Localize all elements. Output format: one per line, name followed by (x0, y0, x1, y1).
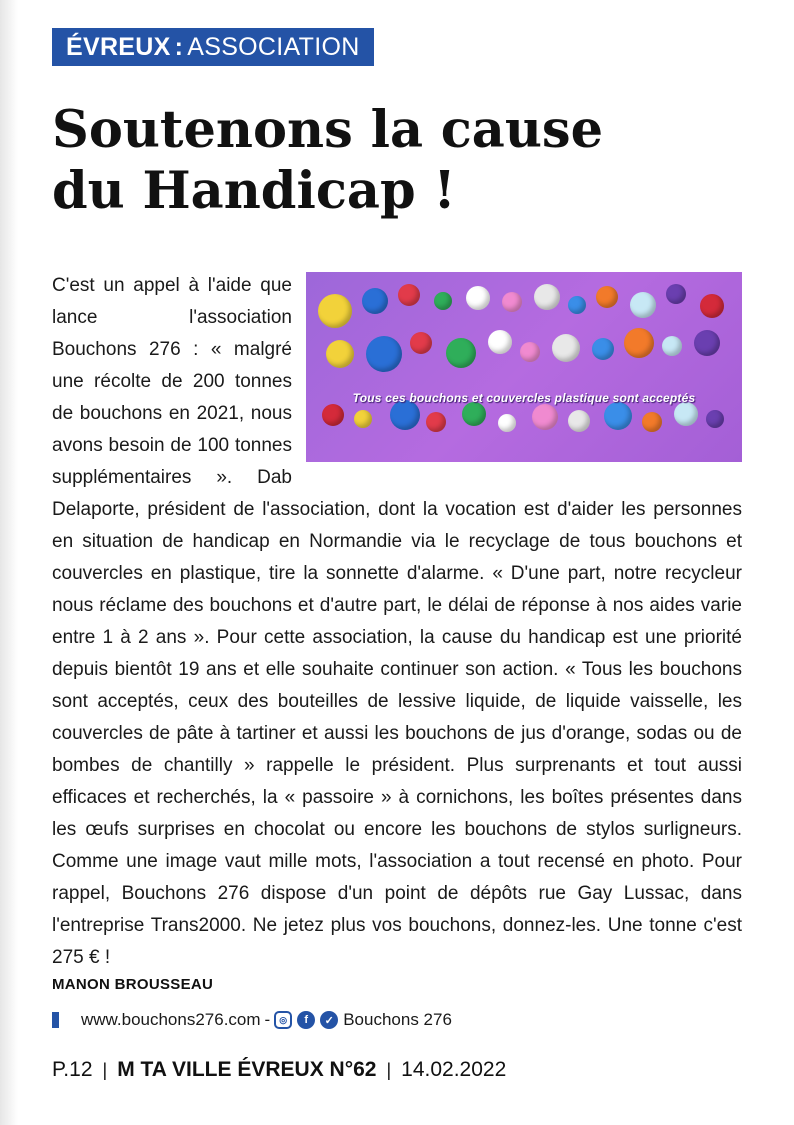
bottle-cap (568, 296, 586, 314)
page-footer (52, 1056, 506, 1084)
bottle-cap (694, 330, 720, 356)
bottle-cap (534, 284, 560, 310)
bottle-caps-photo (306, 272, 742, 462)
bottle-cap (502, 292, 522, 312)
bottle-cap (362, 288, 388, 314)
accent-bar (52, 1012, 59, 1028)
bottle-cap (624, 328, 654, 358)
bottle-cap (326, 340, 354, 368)
twitter-icon[interactable]: ✓ (320, 1011, 338, 1029)
bottle-cap (410, 332, 432, 354)
bottle-cap (398, 284, 420, 306)
issue-date: 14.02.2022 (401, 1058, 507, 1081)
page-number: P.12 (52, 1058, 93, 1081)
magazine-issue: M TA VILLE ÉVREUX N°62 (117, 1058, 377, 1081)
author-byline: MANON BROUSSEAU (52, 976, 214, 993)
facebook-icon[interactable]: f (297, 1011, 315, 1029)
contact-links (52, 1007, 452, 1033)
photo-caption: Tous ces bouchons et couvercles plastique sont acceptés (352, 391, 696, 405)
footer-separator: | (386, 1059, 392, 1080)
article-body (52, 270, 742, 974)
links-dash: - (264, 1010, 271, 1029)
website-link[interactable]: www.bouchons276.com (81, 1010, 261, 1029)
instagram-icon[interactable]: ◎ (274, 1011, 292, 1029)
kicker-city: ÉVREUX (66, 32, 171, 61)
article-photo-wrapper (306, 272, 742, 464)
footer-separator: | (102, 1059, 108, 1080)
section-kicker (52, 28, 374, 66)
bottle-cap (488, 330, 512, 354)
bottle-cap (434, 292, 452, 310)
bottle-cap (520, 342, 540, 362)
page-edge-shadow (0, 0, 18, 1125)
bottle-cap (666, 284, 686, 304)
bottle-cap (630, 292, 656, 318)
bottle-cap (498, 414, 516, 432)
bottle-cap (596, 286, 618, 308)
bottle-cap (700, 294, 724, 318)
article-text: C'est un appel à l'aide que lance l'association Bouchons 276 : « malgré une récolte de 200 tonnes de bouchons en 2021, nous avons besoin de 100 tonnes supplémentaires ». Dab Delaporte, président de l'association, dont la vocation est d'aider les personnes en situation de handicap en Normandie via le recyclage de tous bouchons et couvercles en plastique, tire la sonnette d'alarme. « D'une part, notre recycleur nous réclame des bouchons et d'autre part, le délai de réponse à nos aides varie entre 1 à 2 ans ». Pour cette association, la cause du handicap est une priorité depuis bientôt 19 ans et elle souhaite continuer son action. « Tous les bouchons sont acceptés, ceux des bouteilles de lessive liquide, de liquide vaisselle, les couvercles de pâte à tartiner et aussi les bouchons de jus d'orange, sodas ou de bombes de chantilly » rappelle le président. Plus surprenants et tout aussi efficaces et recherchés, la « passoire » à cornichons, les boîtes présentes dans les œufs surprises en chocolat ou encore les bouchons de stylos surligneurs. Comme une image vaut mille mots, l'association a tout recensé en photo. Pour rappel, Bouchons 276 dispose d'un point de dépôts rue Gay Lussac, dans l'entreprise Trans2000. Ne jetez plus vos bouchons, donnez-les. Une tonne c'est 275 € ! (52, 275, 742, 968)
bottle-cap (446, 338, 476, 368)
bottle-cap (426, 412, 446, 432)
bottle-cap (366, 336, 402, 372)
bottle-cap (662, 336, 682, 356)
bottle-cap (318, 294, 352, 328)
bottle-cap (466, 286, 490, 310)
article-headline: Soutenons la cause du Handicap ! (52, 100, 604, 221)
bottle-cap (552, 334, 580, 362)
kicker-separator: : (174, 32, 184, 61)
kicker-category: ASSOCIATION (187, 32, 360, 61)
bottle-cap (642, 412, 662, 432)
bottle-cap (592, 338, 614, 360)
social-handle: Bouchons 276 (343, 1010, 452, 1029)
